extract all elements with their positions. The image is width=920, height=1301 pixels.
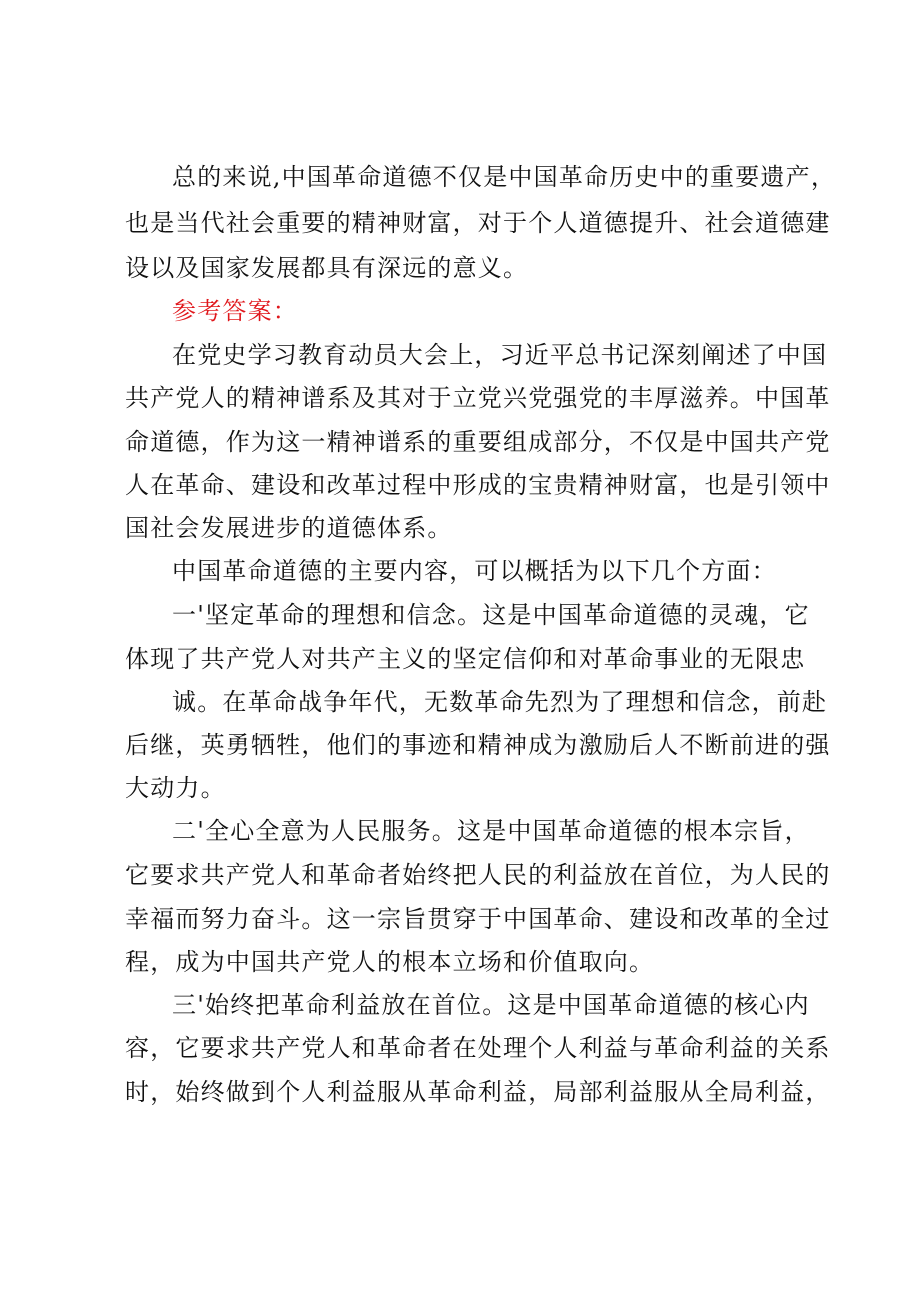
text-line: 共产党人的精神谱系及其对于立党兴党强党的丰厚滋养。中国革 [125,384,831,412]
text-line: 中国革命道德的主要内容，可以概括为以下几个方面： [172,557,777,585]
text-line: 三'始终把革命利益放在首位。这是中国革命道德的核心内 [172,991,810,1019]
text-line: 时，始终做到个人利益服从革命利益，局部利益服从全局利益， [125,1078,831,1106]
text-line: 幸福而努力奋斗。这一宗旨贯穿于中国革命、建设和改革的全过 [125,905,831,933]
text-line: 体现了共产党人对共产主义的坚定信仰和对革命事业的无限忠 [125,645,806,673]
text-line: 设以及国家发展都具有深远的意义。 [125,254,529,282]
text-line: 一'坚定革命的理想和信念。这是中国革命道德的灵魂，它 [172,601,810,629]
text-line: 总的来说,中国革命道德不仅是中国革命历史中的重要遗产， [172,163,837,191]
text-line: 它要求共产党人和革命者始终把人民的利益放在首位，为人民的 [125,861,831,889]
text-line: 容，它要求共产党人和革命者在处理个人利益与革命利益的关系 [125,1034,831,1062]
answer-heading: 参考答案： [172,297,298,325]
text-line: 二'全心全意为人民服务。这是中国革命道德的根本宗旨， [172,817,810,845]
text-line: 国社会发展进步的道德体系。 [125,514,453,542]
text-line: 诚。在革命战争年代，无数革命先烈为了理想和信念，前赴 [172,688,828,716]
text-line: 大动力。 [125,774,226,802]
text-line: 在党史学习教育动员大会上，习近平总书记深刻阐述了中国 [172,341,828,369]
text-line: 程，成为中国共产党人的根本立场和价值取向。 [125,948,655,976]
text-line: 后继，英勇牺牲，他们的事迹和精神成为激励后人不断前进的强 [125,731,831,759]
text-line: 人在革命、建设和改革过程中形成的宝贵精神财富，也是引领中 [125,471,831,499]
text-line: 命道德，作为这一精神谱系的重要组成部分，不仅是中国共产党 [125,428,831,456]
text-line: 也是当代社会重要的精神财富，对于个人道德提升、社会道德建 [125,209,831,237]
